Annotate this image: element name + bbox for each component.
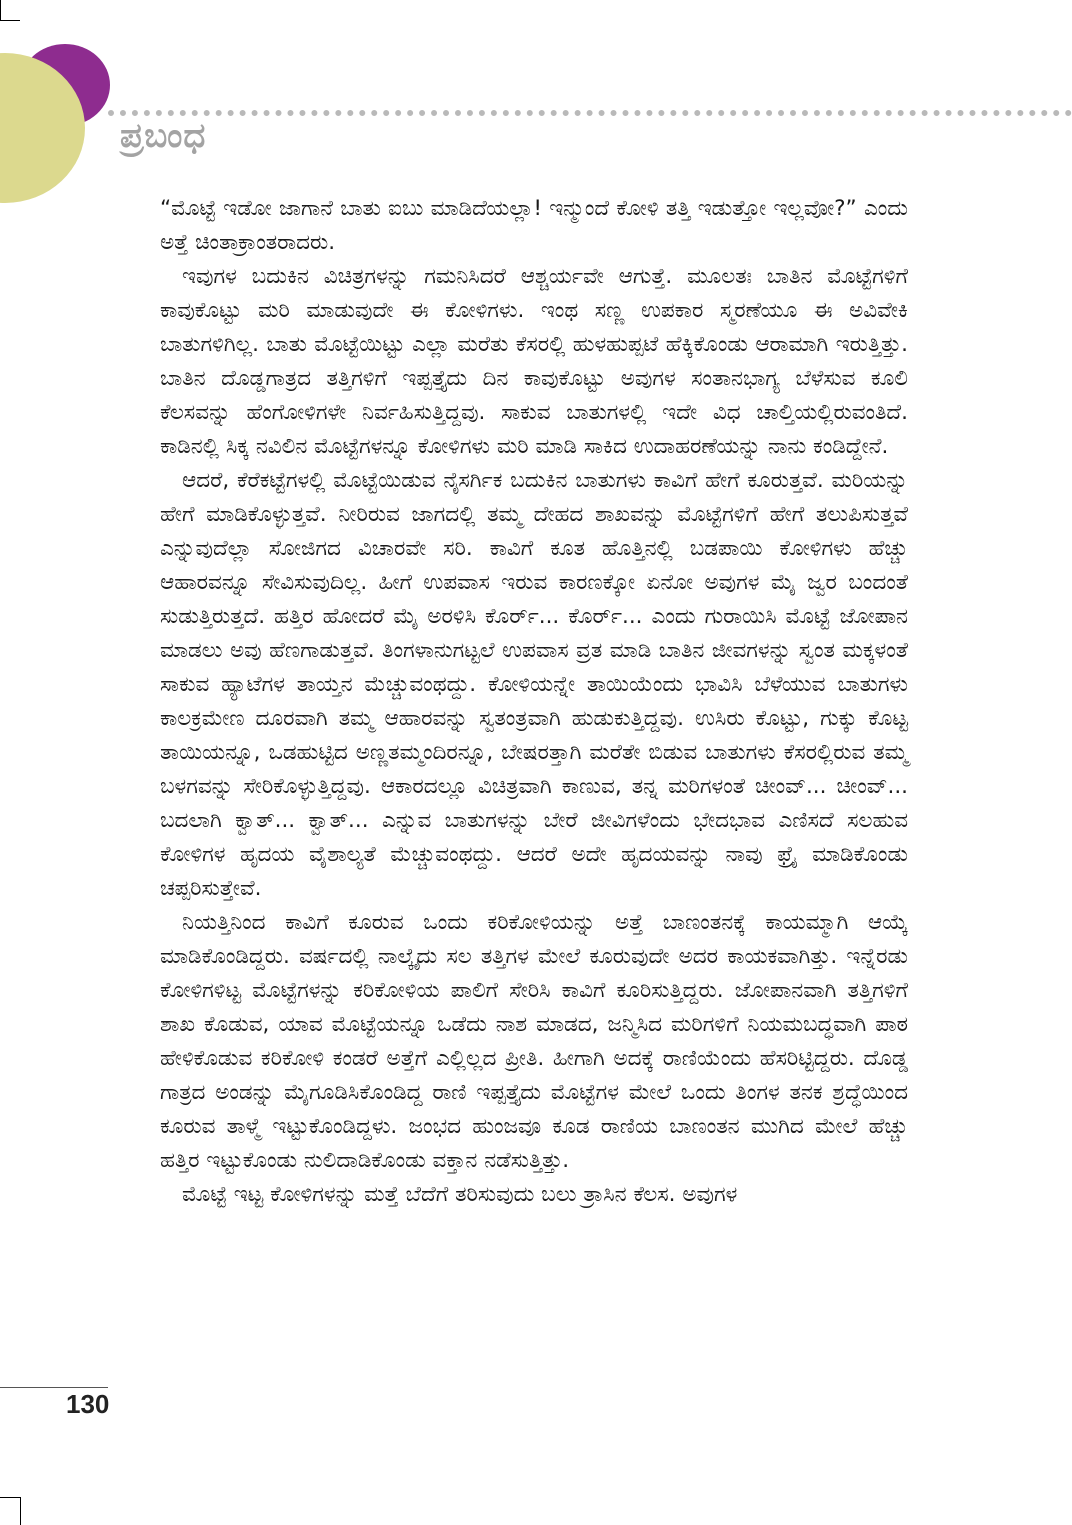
crop-mark-top-left-vertical bbox=[0, 0, 1, 20]
crop-mark-bottom-left-vertical bbox=[20, 1497, 21, 1525]
article-body bbox=[160, 192, 908, 1212]
paragraph-1: “ಮೊಟ್ಟೆ ಇಡೋ ಜಾಗಾನೆ ಬಾತು ಐಬು ಮಾಡಿದೆಯಲ್ಲಾ! ಇನ್ಮುಂದೆ ಕೋಳಿ ತತ್ತಿ ಇಡುತ್ತೋ ಇಲ್ಲವೋ?” ಎಂದು ಅತ್ತೆ ಚಿಂತಾಕ್ರಾಂತರಾದರು. bbox=[160, 196, 908, 255]
paragraph-2: ಇವುಗಳ ಬದುಕಿನ ವಿಚಿತ್ರಗಳನ್ನು ಗಮನಿಸಿದರೆ ಆಶ್ಚರ್ಯವೇ ಆಗುತ್ತೆ. ಮೂಲತಃ ಬಾತಿನ ಮೊಟ್ಟೆಗಳಿಗೆ ಕಾವುಕೊಟ್ಟು ಮರಿ ಮಾಡುವುದೇ ಈ ಕೋಳಿಗಳು. ಇಂಥ ಸಣ್ಣ ಉಪಕಾರ ಸ್ಮರಣೆಯೂ ಈ ಅವಿವೇಕಿ ಬಾತುಗಳಿಗಿಲ್ಲ. ಬಾತು ಮೊಟ್ಟೆಯಿಟ್ಟು ಎಲ್ಲಾ ಮರೆತು ಕೆಸರಲ್ಲಿ ಹುಳಹುಪ್ಪಟೆ ಹೆಕ್ಕಿಕೊಂಡು ಆರಾಮಾಗಿ ಇರುತ್ತಿತ್ತು. ಬಾತಿನ ದೊಡ್ಡಗಾತ್ರದ ತತ್ತಿಗಳಿಗೆ ಇಪ್ಪತ್ತೈದು ದಿನ ಕಾವುಕೊಟ್ಟು ಅವುಗಳ ಸಂತಾನಭಾಗ್ಯ ಬೆಳೆಸುವ ಕೂಲಿ ಕೆಲಸವನ್ನು ಹೆಂಗೋಳಿಗಳೇ ನಿರ್ವಹಿಸುತ್ತಿದ್ದವು. ಸಾಕುವ ಬಾತುಗಳಲ್ಲಿ ಇದೇ ವಿಧ ಚಾಲ್ತಿಯಲ್ಲಿರುವಂತಿದೆ. ಕಾಡಿನಲ್ಲಿ ಸಿಕ್ಕ ನವಿಲಿನ ಮೊಟ್ಟೆಗಳನ್ನೂ ಕೋಳಿಗಳು ಮರಿ ಮಾಡಿ ಸಾಕಿದ ಉದಾಹರಣೆಯನ್ನು ನಾನು ಕಂಡಿದ್ದೇನೆ. bbox=[160, 264, 908, 459]
crop-mark-bottom-left-horizontal bbox=[0, 1497, 20, 1498]
paragraph-3: ಆದರೆ, ಕೆರೆಕಟ್ಟೆಗಳಲ್ಲಿ ಮೊಟ್ಟೆಯಿಡುವ ನೈಸರ್ಗಿಕ ಬದುಕಿನ ಬಾತುಗಳು ಕಾವಿಗೆ ಹೇಗೆ ಕೂರುತ್ತವೆ. ಮರಿಯನ್ನು ಹೇಗೆ ಮಾಡಿಕೊಳ್ಳುತ್ತವೆ. ನೀರಿರುವ ಜಾಗದಲ್ಲಿ ತಮ್ಮ ದೇಹದ ಶಾಖವನ್ನು ಮೊಟ್ಟೆಗಳಿಗೆ ಹೇಗೆ ತಲುಪಿಸುತ್ತವೆ ಎನ್ನುವುದೆಲ್ಲಾ ಸೋಜಿಗದ ವಿಚಾರವೇ ಸರಿ. ಕಾವಿಗೆ ಕೂತ ಹೊತ್ತಿನಲ್ಲಿ ಬಡಪಾಯಿ ಕೋಳಿಗಳು ಹೆಚ್ಚು ಆಹಾರವನ್ನೂ ಸೇವಿಸುವುದಿಲ್ಲ. ಹೀಗೆ ಉಪವಾಸ ಇರುವ ಕಾರಣಕ್ಕೋ ಏನೋ ಅವುಗಳ ಮೈ ಜ್ವರ ಬಂದಂತೆ ಸುಡುತ್ತಿರುತ್ತದೆ. ಹತ್ತಿರ ಹೋದರೆ ಮೈ ಅರಳಿಸಿ ಕೊರ್ರ್... ಕೊರ್ರ್... ಎಂದು ಗುರಾಯಿಸಿ ಮೊಟ್ಟೆ ಜೋಪಾನ ಮಾಡಲು ಅವು ಹೆಣಗಾಡುತ್ತವೆ. ತಿಂಗಳಾನುಗಟ್ಟಲೆ ಉಪವಾಸ ವ್ರತ ಮಾಡಿ ಬಾತಿನ ಜೀವಗಳನ್ನು ಸ್ವಂತ ಮಕ್ಕಳಂತೆ ಸಾಕುವ ಹ್ಯಾಟೆಗಳ ತಾಯ್ತನ ಮೆಚ್ಚುವಂಥದ್ದು. ಕೋಳಿಯನ್ನೇ ತಾಯಿಯೆಂದು ಭಾವಿಸಿ ಬೆಳೆಯುವ ಬಾತುಗಳು ಕಾಲಕ್ರಮೇಣ ದೂರವಾಗಿ ತಮ್ಮ ಆಹಾರವನ್ನು ಸ್ವತಂತ್ರವಾಗಿ ಹುಡುಕುತ್ತಿದ್ದವು. ಉಸಿರು ಕೊಟ್ಟು, ಗುಕ್ಕು ಕೊಟ್ಟ ತಾಯಿಯನ್ನೂ, ಒಡಹುಟ್ಟಿದ ಅಣ್ಣತಮ್ಮಂದಿರನ್ನೂ, ಬೇಷರತ್ತಾಗಿ ಮರೆತೇ ಬಿಡುವ ಬಾತುಗಳು ಕೆಸರಲ್ಲಿರುವ ತಮ್ಮ ಬಳಗವನ್ನು ಸೇರಿಕೊಳ್ಳುತ್ತಿದ್ದವು. ಆಕಾರದಲ್ಲೂ ವಿಚಿತ್ರವಾಗಿ ಕಾಣುವ, ತನ್ನ ಮರಿಗಳಂತೆ ಚೀಂವ್... ಚೀಂವ್... ಬದಲಾಗಿ ಕ್ವಾತ್... ಕ್ವಾತ್... ಎನ್ನುವ ಬಾತುಗಳನ್ನು ಬೇರೆ ಜೀವಿಗಳೆಂದು ಭೇದಭಾವ ಎಣಿಸದೆ ಸಲಹುವ ಕೋಳಿಗಳ ಹೃದಯ ವೈಶಾಲ್ಯತೆ ಮೆಚ್ಚುವಂಥದ್ದು. ಆದರೆ ಅದೇ ಹೃದಯವನ್ನು ನಾವು ಫ್ರೈ ಮಾಡಿಕೊಂಡು ಚಪ್ಪರಿಸುತ್ತೇವೆ. bbox=[160, 468, 908, 901]
page-number: 130 bbox=[66, 1389, 110, 1419]
paragraph-5: ಮೊಟ್ಟೆ ಇಟ್ಟ ಕೋಳಿಗಳನ್ನು ಮತ್ತೆ ಬೆದೆಗೆ ತರಿಸುವುದು ಬಲು ತ್ರಾಸಿನ ಕೆಲಸ. ಅವುಗಳ bbox=[182, 1182, 738, 1207]
dotted-header-rule bbox=[108, 110, 1072, 116]
section-title: ಪ್ರಬಂಧ bbox=[120, 116, 207, 156]
footer-rule bbox=[0, 1387, 108, 1388]
crop-mark-top-left-horizontal bbox=[0, 20, 20, 21]
paragraph-4: ನಿಯತ್ತಿನಿಂದ ಕಾವಿಗೆ ಕೂರುವ ಒಂದು ಕರಿಕೋಳಿಯನ್ನು ಅತ್ತೆ ಬಾಣಂತನಕ್ಕೆ ಕಾಯಮ್ಮಾಗಿ ಆಯ್ಕೆ ಮಾಡಿಕೊಂಡಿದ್ದರು. ವರ್ಷದಲ್ಲಿ ನಾಲ್ಕೈದು ಸಲ ತತ್ತಿಗಳ ಮೇಲೆ ಕೂರುವುದೇ ಅದರ ಕಾಯಕವಾಗಿತ್ತು. ಇನ್ನೆರಡು ಕೋಳಿಗಳಿಟ್ಟ ಮೊಟ್ಟೆಗಳನ್ನು ಕರಿಕೋಳಿಯ ಪಾಲಿಗೆ ಸೇರಿಸಿ ಕಾವಿಗೆ ಕೂರಿಸುತ್ತಿದ್ದರು. ಜೋಪಾನವಾಗಿ ತತ್ತಿಗಳಿಗೆ ಶಾಖ ಕೊಡುವ, ಯಾವ ಮೊಟ್ಟೆಯನ್ನೂ ಒಡೆದು ನಾಶ ಮಾಡದ, ಜನ್ಮಿಸಿದ ಮರಿಗಳಿಗೆ ನಿಯಮಬದ್ಧವಾಗಿ ಪಾಠ ಹೇಳಿಕೊಡುವ ಕರಿಕೋಳಿ ಕಂಡರೆ ಅತ್ತೆಗೆ ಎಲ್ಲಿಲ್ಲದ ಪ್ರೀತಿ. ಹೀಗಾಗಿ ಅದಕ್ಕೆ ರಾಣಿಯೆಂದು ಹೆಸರಿಟ್ಟಿದ್ದರು. ದೊಡ್ಡ ಗಾತ್ರದ ಅಂಡನ್ನು ಮೈಗೂಡಿಸಿಕೊಂಡಿದ್ದ ರಾಣಿ ಇಪ್ಪತ್ತೈದು ಮೊಟ್ಟೆಗಳ ಮೇಲೆ ಒಂದು ತಿಂಗಳ ತನಕ ಶ್ರದ್ಧೆಯಿಂದ ಕೂರುವ ತಾಳ್ಮೆ ಇಟ್ಟುಕೊಂಡಿದ್ದಳು. ಜಂಭದ ಹುಂಜವೂ ಕೂಡ ರಾಣಿಯ ಬಾಣಂತನ ಮುಗಿದ ಮೇಲೆ ಹೆಚ್ಚು ಹತ್ತಿರ ಇಟ್ಟುಕೊಂಡು ನುಲಿದಾಡಿಕೊಂಡು ವಕ್ತಾನ ನಡೆಸುತ್ತಿತ್ತು. bbox=[160, 910, 908, 1173]
